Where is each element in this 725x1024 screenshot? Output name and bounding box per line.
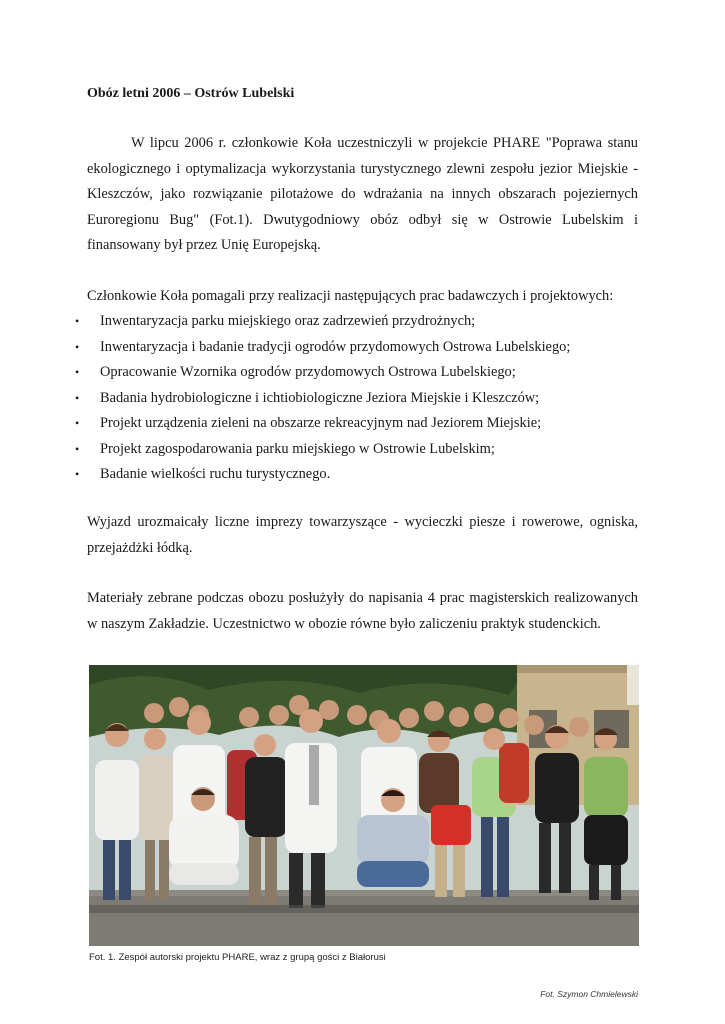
photo-caption: Fot. 1. Zespół autorski projektu PHARE, wraz z grupą gości z Białorusi: [89, 952, 386, 963]
bullet-icon: •: [75, 467, 80, 481]
task-list-item: [75, 360, 638, 386]
task-text: Opracowanie Wzornika ogrodów przydomowych Ostrowa Lubelskiego;: [100, 364, 516, 380]
bullet-icon: •: [75, 365, 80, 379]
bullet-icon: •: [75, 441, 80, 456]
task-list: [75, 309, 638, 488]
task-text: Inwentaryzacja parku miejskiego oraz zadrzewień przydrożnych;: [100, 313, 476, 329]
task-list-item: [75, 437, 638, 463]
materials-paragraph: Materiały zebrane podczas obozu posłużyły do napisania 4 prac magisterskich realizowanych w naszym Zakładzie. Uczestnictwo w obozie równe było zaliczeniu praktyk studenckich.: [87, 590, 638, 632]
bullet-icon: •: [75, 314, 80, 328]
task-text: Badania hydrobiologiczne i ichtiobiologiczne Jeziora Miejskie i Kleszczów;: [100, 389, 540, 406]
photo-credit: Fot. Szymon Chmielewski: [540, 989, 638, 999]
task-list-item: [75, 411, 638, 437]
task-list-item: [75, 309, 638, 335]
task-list-item: [75, 462, 638, 488]
group-photo: [89, 665, 639, 946]
group-photo-image: [89, 665, 639, 946]
task-list-item: [75, 335, 638, 361]
bullet-icon: •: [75, 339, 80, 354]
task-text: Badanie wielkości ruchu turystycznego.: [100, 466, 331, 482]
members-lead-paragraph: Członkowie Koła pomagali przy realizacji następujących prac badawczych i projektowych:: [87, 288, 614, 304]
task-text: Projekt urządzenia zieleni na obszarze rekreacyjnym nad Jeziorem Miejskie;: [100, 415, 542, 431]
task-list-item: [75, 386, 638, 412]
intro-paragraph: W lipcu 2006 r. członkowie Koła uczestniczyli w projekcie PHARE "Poprawa stanu ekologicznego i optymalizacja wykorzystania turystycznego zlewni zespołu jezior Miejskie - Kleszczów, jako rozwiązanie pilotażowe do wdrażania na innych obszarach pojeziernych Euroregionu Bug" (Fot.1). Dwutygodniowy obóz odbył się w Ostrowie Lubelskim i finansowany był przez Unię Europejską.: [87, 135, 638, 253]
bullet-icon: •: [75, 416, 80, 430]
trips-paragraph: Wyjazd urozmaicały liczne imprezy towarzyszące - wycieczki piesze i rowerowe, ogniska, przejażdżki łódką.: [87, 514, 638, 556]
bullet-icon: •: [75, 390, 80, 405]
task-text: Inwentaryzacja i badanie tradycji ogrodów przydomowych Ostrowa Lubelskiego;: [100, 338, 571, 355]
page-title: Obóz letni 2006 – Ostrów Lubelski: [87, 86, 295, 101]
task-text: Projekt zagospodarowania parku miejskiego w Ostrowie Lubelskim;: [100, 440, 495, 457]
